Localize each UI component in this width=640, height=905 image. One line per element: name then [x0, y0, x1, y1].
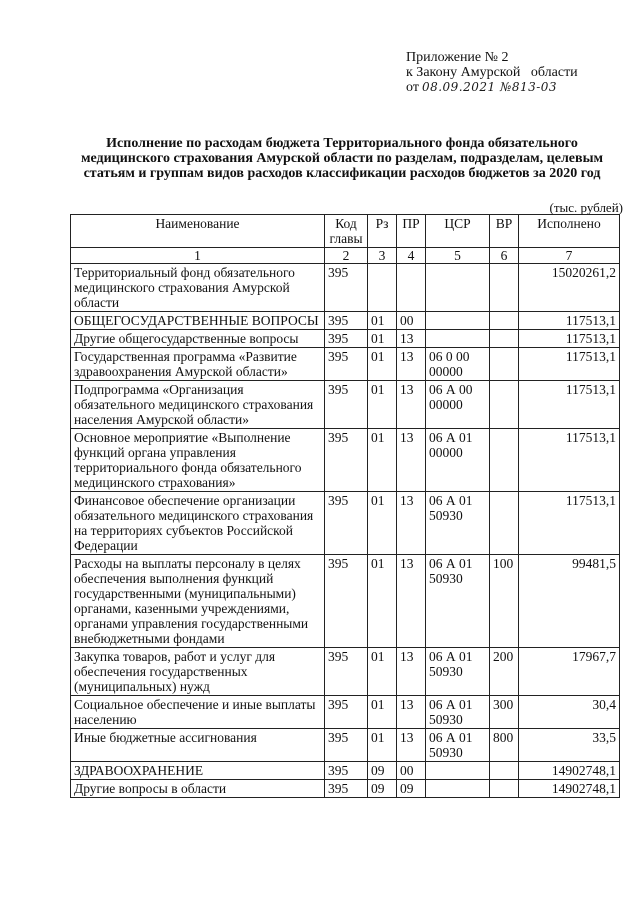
row-csr-cell: 06 А 01 50930: [426, 492, 490, 555]
table-row: [71, 696, 620, 729]
row-pr-cell: 13: [397, 381, 426, 429]
row-vr-cell: [490, 348, 519, 381]
row-csr-cell: 06 А 01 50930: [426, 648, 490, 696]
header-code: Код главы: [325, 215, 368, 248]
handwritten-date-number: 08.09.2021 №813-03: [421, 80, 558, 94]
row-pr-cell: 00: [397, 762, 426, 780]
row-amount-cell: 117513,1: [519, 429, 620, 492]
row-amount-cell: 30,4: [519, 696, 620, 729]
table-header-row: [71, 215, 620, 248]
row-csr-cell: 06 А 01 50930: [426, 729, 490, 762]
row-name-cell: Подпрограмма «Организация обязательного медицинского страхования населения Амурской области»: [71, 381, 325, 429]
row-rz-cell: 01: [368, 429, 397, 492]
expenditure-table: [70, 214, 620, 798]
column-number: 1: [71, 248, 325, 264]
row-name-cell: Социальное обеспечение и иные выплаты населению: [71, 696, 325, 729]
row-amount-cell: 117513,1: [519, 312, 620, 330]
row-rz-cell: 01: [368, 648, 397, 696]
row-vr-cell: [490, 330, 519, 348]
row-pr-cell: 13: [397, 492, 426, 555]
table-row: [71, 429, 620, 492]
row-csr-cell: 06 А 01 50930: [426, 555, 490, 648]
row-amount-cell: 117513,1: [519, 330, 620, 348]
row-name-cell: Закупка товаров, работ и услуг для обеспечения государственных (муниципальных) нужд: [71, 648, 325, 696]
row-vr-cell: 300: [490, 696, 519, 729]
row-rz-cell: 09: [368, 780, 397, 798]
header-rz: Рз: [368, 215, 397, 248]
row-amount-cell: 33,5: [519, 729, 620, 762]
row-rz-cell: 01: [368, 729, 397, 762]
table-row: [71, 762, 620, 780]
row-vr-cell: [490, 429, 519, 492]
row-code-cell: 395: [325, 648, 368, 696]
header-name: Наименование: [71, 215, 325, 248]
row-csr-cell: 06 0 00 00000: [426, 348, 490, 381]
row-code-cell: 395: [325, 312, 368, 330]
table-body: [71, 264, 620, 798]
column-number: 5: [426, 248, 490, 264]
row-code-cell: 395: [325, 696, 368, 729]
row-code-cell: 395: [325, 729, 368, 762]
row-pr-cell: 13: [397, 429, 426, 492]
row-rz-cell: 01: [368, 381, 397, 429]
row-name-cell: Территориальный фонд обязательного медицинского страхования Амурской области: [71, 264, 325, 312]
table-row: [71, 312, 620, 330]
row-name-cell: Государственная программа «Развитие здравоохранения Амурской области»: [71, 348, 325, 381]
row-rz-cell: 01: [368, 696, 397, 729]
column-number-row: [71, 248, 620, 264]
row-code-cell: 395: [325, 492, 368, 555]
row-code-cell: 395: [325, 780, 368, 798]
row-csr-cell: 06 А 01 00000: [426, 429, 490, 492]
row-pr-cell: 13: [397, 729, 426, 762]
row-amount-cell: 117513,1: [519, 492, 620, 555]
row-name-cell: Другие общегосударственные вопросы: [71, 330, 325, 348]
row-pr-cell: 13: [397, 696, 426, 729]
row-name-cell: Другие вопросы в области: [71, 780, 325, 798]
row-rz-cell: 01: [368, 492, 397, 555]
table-row: [71, 648, 620, 696]
table-row: [71, 330, 620, 348]
row-csr-cell: [426, 330, 490, 348]
column-number: 6: [490, 248, 519, 264]
row-code-cell: 395: [325, 264, 368, 312]
table-row: [71, 348, 620, 381]
header-amount: Исполнено: [519, 215, 620, 248]
table-row: [71, 492, 620, 555]
row-pr-cell: 13: [397, 555, 426, 648]
column-number: 2: [325, 248, 368, 264]
row-name-cell: ОБЩЕГОСУДАРСТВЕННЫЕ ВОПРОСЫ: [71, 312, 325, 330]
row-code-cell: 395: [325, 381, 368, 429]
row-code-cell: 395: [325, 555, 368, 648]
row-pr-cell: 00: [397, 312, 426, 330]
row-vr-cell: [490, 492, 519, 555]
row-vr-cell: [490, 381, 519, 429]
table-row: [71, 729, 620, 762]
row-pr-cell: 13: [397, 348, 426, 381]
row-csr-cell: 06 А 01 50930: [426, 696, 490, 729]
table-row: [71, 264, 620, 312]
row-code-cell: 395: [325, 762, 368, 780]
row-vr-cell: [490, 264, 519, 312]
row-rz-cell: 01: [368, 330, 397, 348]
row-name-cell: Финансовое обеспечение организации обязательного медицинского страхования на территориях субъектов Российской Федерации: [71, 492, 325, 555]
row-rz-cell: 01: [368, 312, 397, 330]
row-code-cell: 395: [325, 429, 368, 492]
row-pr-cell: 13: [397, 648, 426, 696]
row-amount-cell: 14902748,1: [519, 762, 620, 780]
row-name-cell: Расходы на выплаты персоналу в целях обеспечения выполнения функций государственными (муниципальными) органами, казенными учреждениями, органами управления государственными внебюджетными фондами: [71, 555, 325, 648]
appendix-line-1: Приложение № 2: [406, 50, 509, 65]
appendix-date-prefix: от: [406, 80, 419, 95]
appendix-line-2: к Закону Амурской области: [406, 65, 578, 80]
row-name-cell: Основное мероприятие «Выполнение функций органа управления территориального фонда обязательного медицинского страхования»: [71, 429, 325, 492]
row-csr-cell: [426, 762, 490, 780]
row-vr-cell: [490, 762, 519, 780]
row-amount-cell: 14902748,1: [519, 780, 620, 798]
row-vr-cell: [490, 312, 519, 330]
row-code-cell: 395: [325, 330, 368, 348]
appendix-block: [406, 50, 578, 95]
column-number: 4: [397, 248, 426, 264]
row-code-cell: 395: [325, 348, 368, 381]
table-row: [71, 555, 620, 648]
row-rz-cell: 09: [368, 762, 397, 780]
row-amount-cell: 99481,5: [519, 555, 620, 648]
column-number: 3: [368, 248, 397, 264]
header-vr: ВР: [490, 215, 519, 248]
row-csr-cell: [426, 780, 490, 798]
row-amount-cell: 15020261,2: [519, 264, 620, 312]
row-rz-cell: 01: [368, 348, 397, 381]
row-amount-cell: 117513,1: [519, 381, 620, 429]
document-title: Исполнение по расходам бюджета Территориального фонда обязательного медицинского страхования Амурской области по разделам, подразделам, целевым статьям и группам видов расходов классификации расходов бюджетов за 2020 год: [80, 136, 604, 181]
row-amount-cell: 17967,7: [519, 648, 620, 696]
header-pr: ПР: [397, 215, 426, 248]
row-vr-cell: 200: [490, 648, 519, 696]
column-number: 7: [519, 248, 620, 264]
header-csr: ЦСР: [426, 215, 490, 248]
row-pr-cell: 13: [397, 330, 426, 348]
row-vr-cell: 800: [490, 729, 519, 762]
row-pr-cell: [397, 264, 426, 312]
row-csr-cell: 06 А 00 00000: [426, 381, 490, 429]
units-label: (тыс. рублей): [549, 200, 623, 215]
table-row: [71, 780, 620, 798]
row-name-cell: Иные бюджетные ассигнования: [71, 729, 325, 762]
appendix-line-3: [406, 80, 578, 95]
row-rz-cell: 01: [368, 555, 397, 648]
row-csr-cell: [426, 312, 490, 330]
row-csr-cell: [426, 264, 490, 312]
row-name-cell: ЗДРАВООХРАНЕНИЕ: [71, 762, 325, 780]
row-amount-cell: 117513,1: [519, 348, 620, 381]
row-vr-cell: 100: [490, 555, 519, 648]
row-pr-cell: 09: [397, 780, 426, 798]
row-vr-cell: [490, 780, 519, 798]
table-row: [71, 381, 620, 429]
row-rz-cell: [368, 264, 397, 312]
